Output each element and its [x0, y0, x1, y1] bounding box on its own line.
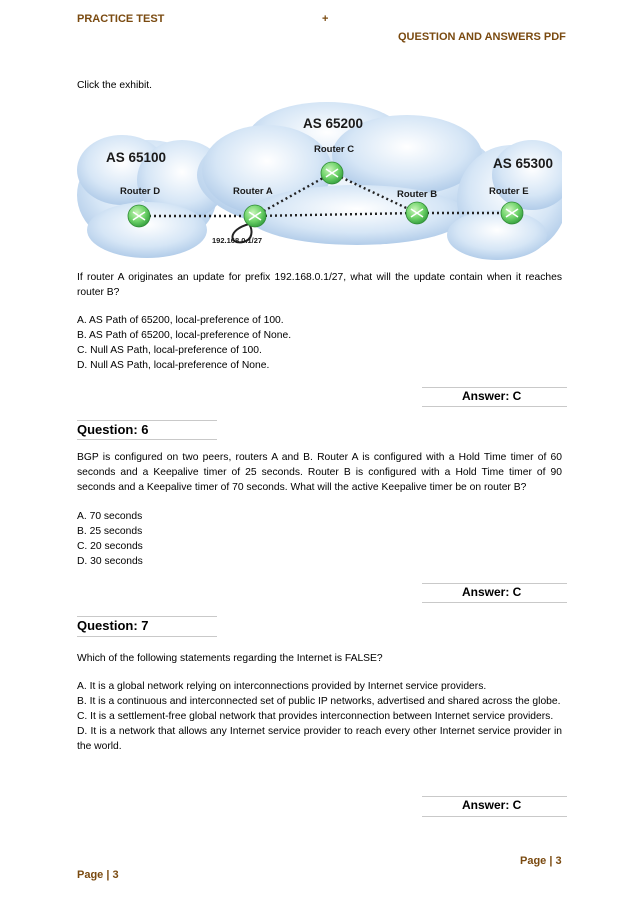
router-d-icon: [128, 205, 150, 227]
q6-title-rule-top: [77, 420, 217, 421]
header-left: PRACTICE TEST: [77, 13, 165, 25]
q6-options: [77, 509, 143, 569]
header-right: QUESTION AND ANSWERS PDF: [398, 31, 566, 43]
q7-answer: Answer: C: [462, 798, 522, 812]
router-d-label: Router D: [120, 186, 161, 197]
router-b-label: Router B: [397, 189, 438, 200]
q7-title: Question: 7: [77, 618, 149, 633]
as-65300-label: AS 65300: [493, 156, 554, 171]
q7-option-c: C. It is a settlement-free global network that provides interconnection between Internet service providers.: [77, 711, 554, 722]
footer-right-page-number: Page | 3: [520, 855, 562, 867]
footer-left-page-number: Page | 3: [77, 869, 119, 881]
q7-option-b: B. It is a continuous and interconnected set of public IP networks, advertised and shared across the globe.: [77, 696, 561, 707]
exhibit-intro: Click the exhibit.: [77, 80, 152, 91]
q5-option-a: A. AS Path of 65200, local-preference of 100.: [77, 315, 284, 326]
q7-title-rule-top: [77, 616, 217, 617]
q6-title-rule-bottom: [77, 439, 217, 440]
q5-answer-rule-bottom: [422, 406, 567, 407]
q5-option-d: D. Null AS Path, local-preference of None.: [77, 360, 270, 371]
header-center: +: [322, 13, 329, 25]
q7-option-a: A. It is a global network relying on interconnections provided by Internet service providers.: [77, 681, 487, 692]
q5-answer-rule-top: [422, 387, 567, 388]
q7-options: [77, 679, 562, 754]
router-b-icon: [406, 202, 428, 224]
q6-answer-rule-bottom: [422, 602, 567, 603]
q6-option-b: B. 25 seconds: [77, 526, 143, 537]
q7-option-d: D. It is a network that allows any Internet service provider to reach every other Internet service provider in the world.: [77, 726, 562, 752]
q7-answer-rule-bottom: [422, 816, 567, 817]
router-c-icon: [321, 162, 343, 184]
q6-answer-rule-top: [422, 583, 567, 584]
q5-options: [77, 313, 291, 373]
as-65100-label: AS 65100: [106, 150, 167, 165]
router-e-label: Router E: [489, 186, 529, 197]
as-65200-label: AS 65200: [303, 116, 364, 131]
q6-option-d: D. 30 seconds: [77, 556, 143, 567]
q7-title-rule-bottom: [77, 636, 217, 637]
router-a-icon: [244, 205, 266, 227]
prefix-label: 192.168.0.1/27: [212, 236, 263, 245]
q5-answer: Answer: C: [462, 389, 522, 403]
q6-option-c: C. 20 seconds: [77, 541, 143, 552]
q6-text: BGP is configured on two peers, routers A and B. Router A is configured with a Hold Time timer of 60 seconds and a Keepalive timer of 25 seconds. Router B is configured with a Hold Time timer of 90 seconds and a Keepalive timer of 70 seconds. What will the active Keepalive timer be on router B?: [77, 452, 562, 493]
router-a-label: Router A: [233, 186, 273, 197]
q7-answer-rule-top: [422, 796, 567, 797]
q7-text: Which of the following statements regarding the Internet is FALSE?: [77, 653, 383, 664]
q5-option-b: B. AS Path of 65200, local-preference of None.: [77, 330, 292, 341]
router-e-icon: [501, 202, 523, 224]
q6-answer: Answer: C: [462, 585, 522, 599]
q6-title: Question: 6: [77, 422, 149, 437]
q5-option-c: C. Null AS Path, local-preference of 100.: [77, 345, 262, 356]
network-exhibit-diagram: [77, 100, 562, 260]
q6-option-a: A. 70 seconds: [77, 511, 143, 522]
router-c-label: Router C: [314, 144, 355, 155]
q5-text: If router A originates an update for prefix 192.168.0.1/27, what will the update contain when it reaches router B?: [77, 272, 562, 298]
